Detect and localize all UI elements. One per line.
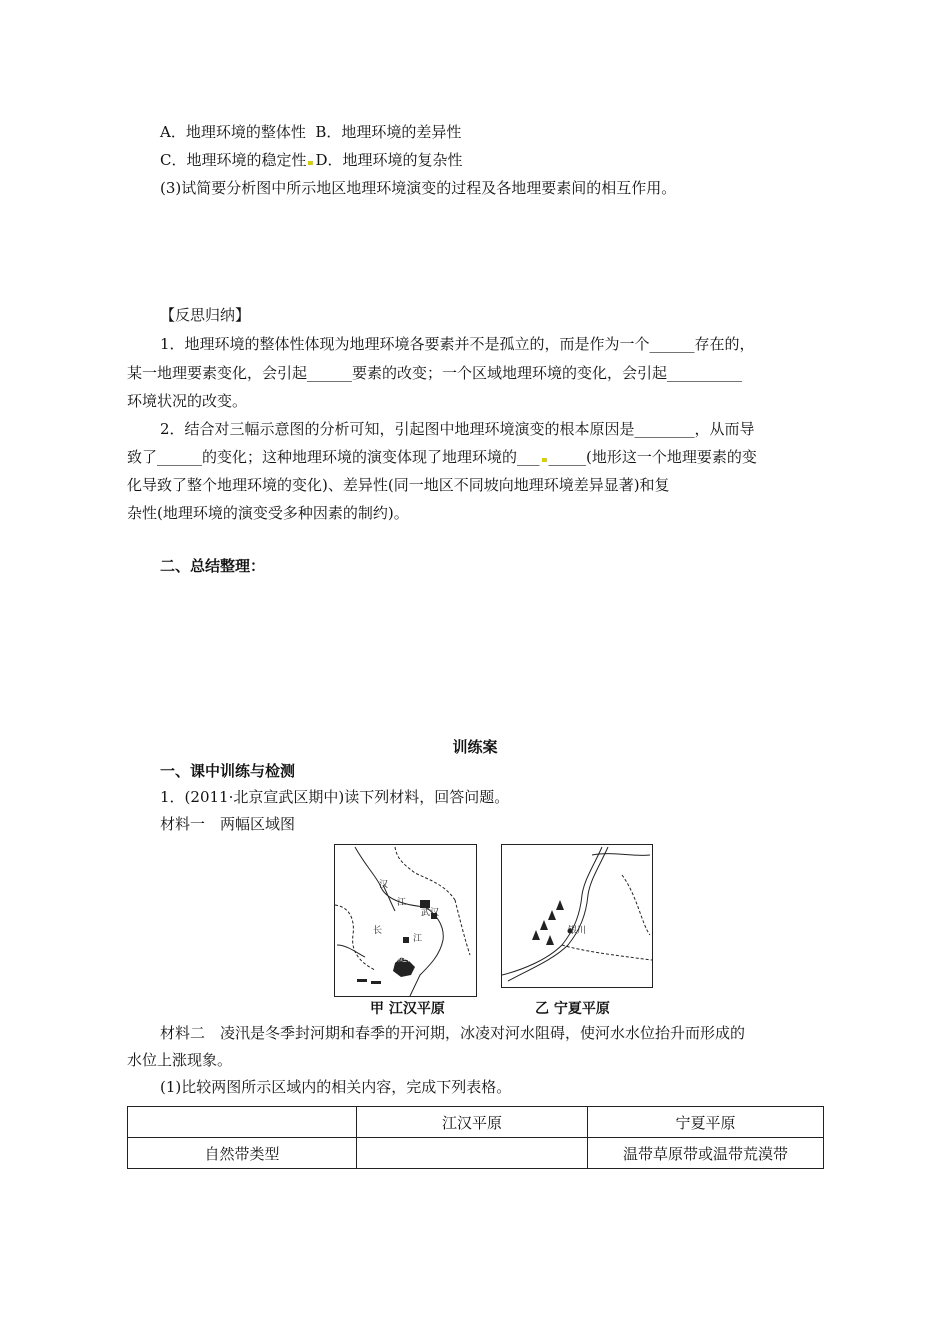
- map-label-chang: 长: [373, 926, 383, 936]
- training-question-1: 1．(2011·北京宣武区期中)读下列材料，回答问题。: [160, 788, 510, 806]
- material-2-line2: 水位上涨现象。: [127, 1051, 233, 1069]
- reflection-p1-line1: 1．地理环境的整体性体现为地理环境各要素并不是孤立的，而是作为一个______存在的，: [160, 335, 755, 353]
- summary-heading: 二、总结整理：: [160, 557, 266, 575]
- map-ningxia-drawing: [502, 845, 652, 987]
- material-2-line1: 材料二 凌汛是冬季封河期和春季的开河期，冰凌对河水阻碍，使河水水位抬升而形成的: [160, 1024, 746, 1042]
- table-row: [128, 1138, 824, 1169]
- river-path: [337, 945, 365, 957]
- reflection-p2-line2b: _____(地形这一个地理要素的变: [548, 448, 757, 466]
- option-b: B．地理环境的差异性: [315, 123, 462, 141]
- reflection-p1-line2: 某一地理要素变化，会引起______要素的改变；一个区域地理环境的变化，会引起__________: [127, 364, 743, 382]
- reflection-p2-line2: [127, 446, 757, 468]
- table-cell: [357, 1138, 588, 1169]
- training-title: 训练案: [452, 738, 498, 756]
- map-label-yinchuan: 银川: [568, 926, 587, 936]
- reflection-heading: 【反思归纳】: [160, 306, 251, 324]
- question-1-1: (1)比较两图所示区域内的相关内容，完成下列表格。: [160, 1078, 512, 1096]
- boundary-path: [562, 945, 652, 960]
- reflection-p2-line4: 杂性(地理环境的演变受多种因素的制约)。: [127, 504, 409, 522]
- map-label-jiang2: 江: [413, 934, 423, 944]
- map-label-dongting: 洞庭湖: [389, 954, 417, 964]
- map-jianghan-drawing: [335, 845, 476, 996]
- table-header-cell: 江汉平原: [357, 1107, 588, 1138]
- city-block: [403, 937, 409, 943]
- reflection-p2-line3: 化导致了整个地理环境的变化)、差异性(同一地区不同坡向地理环境差异显著)和复: [127, 476, 670, 494]
- table-cell: 自然带类型: [128, 1138, 357, 1169]
- boundary-path: [335, 905, 375, 970]
- map-label-wuhan: 武汉: [421, 908, 440, 918]
- option-a: A．地理环境的整体性: [160, 123, 306, 141]
- table-header-cell: 宁夏平原: [588, 1107, 824, 1138]
- question-3: (3)试简要分析图中所示地区地理环境演变的过程及各地理要素间的相互作用。: [160, 179, 677, 197]
- reflection-p1-line3: 环境状况的改变。: [127, 392, 248, 410]
- comparison-table: [127, 1106, 824, 1169]
- training-section: 一、课中训练与检测: [160, 762, 296, 780]
- city-block: [420, 900, 430, 908]
- option-c: C．地理环境的稳定性: [160, 151, 307, 169]
- map-label-jiang: 江: [397, 898, 407, 908]
- river-path: [508, 847, 608, 981]
- table-header-row: [128, 1107, 824, 1138]
- table-cell: 温带草原带或温带荒漠带: [588, 1138, 824, 1169]
- map-ningxia-plain: [501, 844, 653, 988]
- rail-mark: [357, 979, 367, 982]
- option-line-ab: [160, 121, 461, 143]
- boundary-path: [622, 875, 650, 935]
- map-jianghan-caption: 甲 江汉平原: [370, 1001, 445, 1017]
- material-1-label: 材料一 两幅区域图: [160, 815, 296, 833]
- mountain-symbols: [532, 900, 564, 945]
- map-jianghan-plain: [334, 844, 477, 997]
- option-line-cd: [160, 149, 463, 171]
- highlight-mark: [542, 458, 547, 462]
- map-ningxia-caption: 乙 宁夏平原: [535, 1001, 610, 1017]
- boundary-path: [395, 847, 455, 900]
- rail-mark: [371, 981, 381, 984]
- table-header-cell: [128, 1107, 357, 1138]
- boundary-path: [455, 900, 470, 955]
- reflection-p2-line2a: 致了______的变化；这种地理环境的演变体现了地理环境的___: [127, 448, 540, 466]
- highlight-mark: [308, 161, 313, 165]
- river-path: [592, 854, 650, 856]
- option-d: D．地理环境的复杂性: [315, 151, 463, 169]
- reflection-p2-line1: 2．结合对三幅示意图的分析可知，引起图中地理环境演变的根本原因是________，从而导: [160, 420, 755, 438]
- map-label-han: 汉: [379, 880, 389, 890]
